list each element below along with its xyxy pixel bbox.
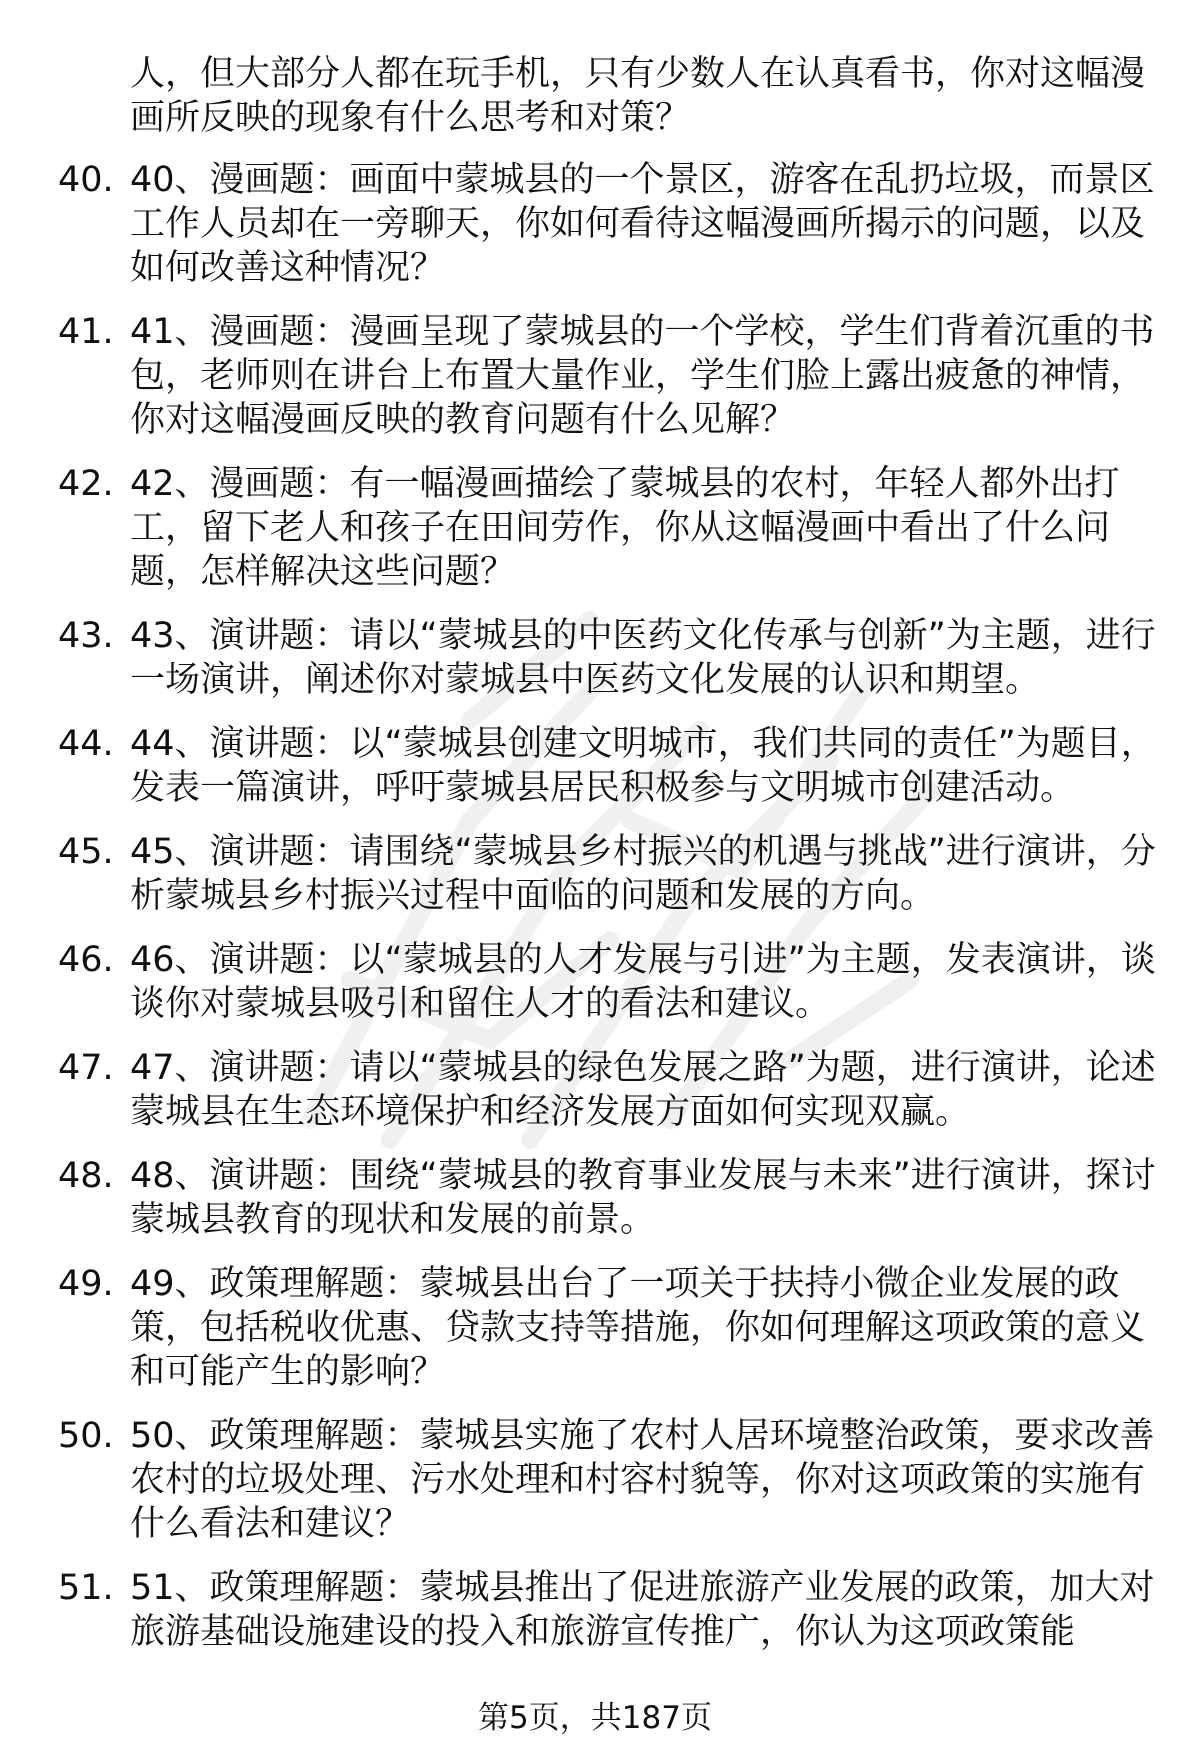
item-text: 40、漫画题：画面中蒙城县的一个景区，游客在乱扔垃圾，而景区工作人员却在一旁聊天，你如何看待这幅漫画所揭示的问题，以及如何改善这种情况？ bbox=[130, 160, 1155, 288]
question-list bbox=[0, 158, 1190, 1674]
item-number: 49. bbox=[58, 1264, 114, 1304]
list-item bbox=[0, 1414, 1190, 1546]
list-item bbox=[0, 938, 1190, 1026]
list-item bbox=[0, 1262, 1190, 1394]
item-text: 41、漫画题：漫画呈现了蒙城县的一个学校，学生们背着沉重的书包，老师则在讲台上布置大量作业，学生们脸上露出疲惫的神情，你对这幅漫画反映的教育问题有什么见解？ bbox=[130, 312, 1155, 440]
list-item bbox=[0, 1154, 1190, 1242]
item-number: 41. bbox=[58, 312, 114, 352]
item-text: 50、政策理解题：蒙城县实施了农村人居环境整治政策，要求改善农村的垃圾处理、污水处理和村容村貌等，你对这项政策的实施有什么看法和建议？ bbox=[130, 1416, 1155, 1544]
item-number: 42. bbox=[58, 464, 114, 504]
item-number: 44. bbox=[58, 724, 114, 764]
item-text: 45、演讲题：请围绕“蒙城县乡村振兴的机遇与挑战”进行演讲，分析蒙城县乡村振兴过程中面临的问题和发展的方向。 bbox=[130, 832, 1156, 916]
item-text: 49、政策理解题：蒙城县出台了一项关于扶持小微企业发展的政策，包括税收优惠、贷款支持等措施，你如何理解这项政策的意义和可能产生的影响？ bbox=[130, 1264, 1146, 1392]
item-number: 46. bbox=[58, 940, 114, 980]
list-item bbox=[0, 1046, 1190, 1134]
item-number: 47. bbox=[58, 1048, 114, 1088]
item-text: 42、漫画题：有一幅漫画描绘了蒙城县的农村，年轻人都外出打工，留下老人和孩子在田间劳作，你从这幅漫画中看出了什么问题，怎样解决这些问题？ bbox=[130, 464, 1120, 592]
list-item bbox=[0, 830, 1190, 918]
item-text: 51、政策理解题：蒙城县推出了促进旅游产业发展的政策，加大对旅游基础设施建设的投入和旅游宣传推广，你认为这项政策能 bbox=[130, 1568, 1155, 1652]
item-text: 48、演讲题：围绕“蒙城县的教育事业发展与未来”进行演讲，探讨蒙城县教育的现状和发展的前景。 bbox=[130, 1156, 1156, 1240]
list-item bbox=[0, 462, 1190, 594]
list-item bbox=[0, 310, 1190, 442]
item-number: 50. bbox=[58, 1416, 114, 1456]
list-item bbox=[0, 158, 1190, 290]
continuation-text: 人，但大部分人都在玩手机，只有少数人在认真看书，你对这幅漫画所反映的现象有什么思考和对策？ bbox=[130, 54, 1146, 138]
list-item bbox=[0, 614, 1190, 702]
item-text: 44、演讲题：以“蒙城县创建文明城市，我们共同的责任”为题目，发表一篇演讲，呼吁蒙城县居民积极参与文明城市创建活动。 bbox=[130, 724, 1156, 808]
item-number: 48. bbox=[58, 1156, 114, 1196]
item-text: 46、演讲题：以“蒙城县的人才发展与引进”为主题，发表演讲，谈谈你对蒙城县吸引和留住人才的看法和建议。 bbox=[130, 940, 1156, 1024]
item-number: 40. bbox=[58, 160, 114, 200]
item-number: 43. bbox=[58, 616, 114, 656]
item-number: 51. bbox=[58, 1568, 114, 1608]
page-number-footer: 第5页，共187页 bbox=[478, 1700, 712, 1736]
item-text: 43、演讲题：请以“蒙城县的中医药文化传承与创新”为主题，进行一场演讲，阐述你对蒙城县中医药文化发展的认识和期望。 bbox=[130, 616, 1156, 700]
list-item bbox=[0, 722, 1190, 810]
list-item bbox=[0, 1566, 1190, 1654]
item-text: 47、演讲题：请以“蒙城县的绿色发展之路”为题，进行演讲，论述蒙城县在生态环境保护和经济发展方面如何实现双赢。 bbox=[130, 1048, 1156, 1132]
item-number: 45. bbox=[58, 832, 114, 872]
